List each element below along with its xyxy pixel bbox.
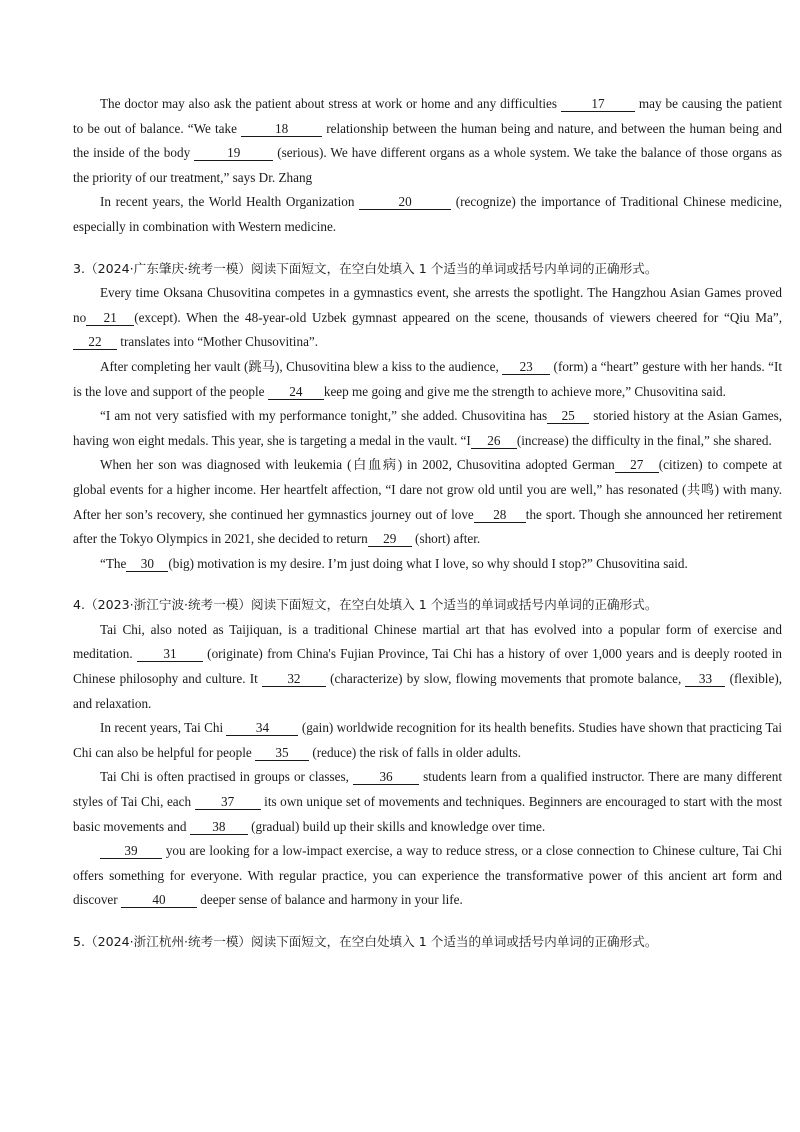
- answer-blank-33[interactable]: 33: [685, 671, 725, 687]
- section-gap: [73, 913, 782, 930]
- section-gap: [73, 240, 782, 257]
- passage-text: (recognize) the importance of Traditional Chinese medicine, especially in combination with Western medicine.: [73, 194, 782, 234]
- section-gap: [73, 576, 782, 593]
- passage-text: Every time Oksana Chusovitina competes in a gymnastics event, she arrests the spotlight. The Hangzhou Asian Games proved no: [73, 285, 782, 325]
- passage-text: The doctor may also ask the patient about stress at work or home and any difficulties: [100, 96, 561, 111]
- answer-blank-19[interactable]: 19: [194, 145, 273, 161]
- answer-blank-32[interactable]: 32: [262, 671, 326, 687]
- passage-text: “The: [100, 555, 127, 571]
- answer-blank-17[interactable]: 17: [561, 96, 635, 112]
- answer-blank-26[interactable]: 26: [471, 433, 517, 449]
- passage-text: (short) after.: [411, 531, 481, 547]
- passage-text: (characterize) by slow, flowing movements that promote balance,: [325, 671, 686, 687]
- passage-text: its own unique set of movements and techniques. Beginners are encouraged to start with the most basic movements and: [73, 794, 782, 834]
- answer-blank-21[interactable]: 21: [86, 310, 134, 326]
- passage-text: (except). When the 48-year-old Uzbek gymnast appeared on the scene, thousands of viewers cheered for “Qiu Ma”,: [134, 309, 782, 325]
- passage-text: (gain) worldwide recognition for its health benefits. Studies have shown that practicing Tai Chi can also be helpful for people: [73, 720, 782, 760]
- passage-text: (gradual) build up their skills and knowledge over time.: [247, 818, 546, 834]
- passage-text: In recent years, the World Health Organization: [100, 194, 360, 210]
- passage-text: students learn from a qualified instructor. There are many different styles of Tai Chi, each: [73, 769, 782, 810]
- answer-blank-36[interactable]: 36: [353, 769, 419, 785]
- answer-blank-37[interactable]: 37: [195, 794, 261, 810]
- answer-blank-23[interactable]: 23: [502, 359, 550, 375]
- passage-text: may be causing the patient to be out of balance. “We take: [73, 96, 782, 136]
- passage-paragraph: [73, 716, 782, 765]
- answer-blank-40[interactable]: 40: [121, 892, 197, 908]
- passage-paragraph: [73, 92, 782, 190]
- answer-blank-27[interactable]: 27: [615, 457, 659, 473]
- answer-blank-38[interactable]: 38: [190, 819, 248, 835]
- passage-paragraph: [73, 404, 782, 453]
- question-heading: 4.（2023·浙江宁波·统考一模）阅读下面短文，在空白处填入 1 个适当的单词或括号内单词的正确形式。: [73, 597, 658, 613]
- document-body: [73, 92, 782, 955]
- answer-blank-39[interactable]: 39: [100, 843, 162, 859]
- passage-paragraph: [73, 618, 782, 716]
- passage-text: you are looking for a low-impact exercise, a way to reduce stress, or a close connection to Chinese culture, Tai Chi offers something for everyone. With regular practice, you can experience the transformative power of this ancient art form and discover: [73, 843, 782, 908]
- passage-text: (originate) from China's Fujian Province, Tai Chi has a history of over 1,000 years and is deeply rooted in Chinese philosophy and culture. It: [73, 646, 782, 687]
- question-heading: 3.（2024·广东肇庆·统考一模）阅读下面短文，在空白处填入 1 个适当的单词或括号内单词的正确形式。: [73, 260, 658, 276]
- passage-text: After completing her vault (跳马), Chusovitina blew a kiss to the audience,: [100, 358, 503, 374]
- answer-blank-35[interactable]: 35: [255, 745, 309, 761]
- question-heading: 5.（2024·浙江杭州·统考一模）阅读下面短文，在空白处填入 1 个适当的单词或括号内单词的正确形式。: [73, 934, 658, 949]
- passage-text: storied history at the Asian Games, having won eight medals. This year, she is targeting a medal in the vault. “I: [73, 408, 783, 448]
- passage-text: When her son was diagnosed with leukemia (白血病) in 2002, Chusovitina adopted German: [100, 457, 615, 473]
- passage-paragraph: [73, 765, 782, 839]
- answer-blank-18[interactable]: 18: [241, 121, 322, 137]
- answer-blank-31[interactable]: 31: [137, 646, 203, 662]
- passage-text: (flexible), and relaxation.: [73, 671, 783, 711]
- passage-text: Tai Chi is often practised in groups or classes,: [100, 769, 354, 785]
- passage-text: “I am not very satisfied with my performance tonight,” she added. Chusovitina has: [100, 408, 548, 424]
- passage-text: keep me going and give me the strength to achieve more,” Chusovitina said.: [323, 383, 726, 399]
- answer-blank-24[interactable]: 24: [268, 384, 324, 400]
- answer-blank-20[interactable]: 20: [359, 194, 451, 210]
- passage-paragraph: [73, 190, 782, 239]
- passage-paragraph: [73, 355, 782, 404]
- passage-text: translates into “Mother Chusovitina”.: [117, 334, 319, 350]
- answer-blank-22[interactable]: 22: [73, 334, 117, 350]
- passage-text: relationship between the human being and nature, and between the human being and the inside of the body: [73, 120, 782, 161]
- passage-text: the sport. Though she announced her retirement after the Tokyo Olympics in 2021, she decided to return: [73, 506, 782, 547]
- passage-text: deeper sense of balance and harmony in your life.: [196, 892, 463, 908]
- answer-blank-29[interactable]: 29: [368, 531, 412, 547]
- answer-blank-30[interactable]: 30: [126, 556, 168, 572]
- passage-text: In recent years, Tai Chi: [100, 720, 227, 736]
- answer-blank-25[interactable]: 25: [547, 408, 589, 424]
- passage-paragraph: [73, 453, 782, 551]
- passage-text: (serious). We have different organs as a whole system. We take the balance of those organs as the priority of our treatment,” says Dr. Zhang: [73, 145, 782, 185]
- passage-text: Tai Chi, also noted as Taijiquan, is a traditional Chinese martial art that has evolved into a popular form of exercise and meditation.: [73, 621, 782, 662]
- passage-paragraph: [73, 552, 782, 577]
- passage-paragraph: [73, 839, 782, 913]
- passage-paragraph: [73, 281, 782, 355]
- passage-text: (form) a “heart” gesture with her hands. “It is the love and support of the people: [73, 358, 783, 399]
- passage-text: (big) motivation is my desire. I’m just doing what I love, so why should I stop?” Chusovitina said.: [168, 555, 688, 571]
- passage-text: (reduce) the risk of falls in older adults.: [309, 744, 522, 760]
- answer-blank-28[interactable]: 28: [474, 507, 526, 523]
- answer-blank-34[interactable]: 34: [226, 720, 298, 736]
- passage-text: (increase) the difficulty in the final,” she shared.: [516, 432, 772, 448]
- passage-text: (citizen) to compete at global events for a higher income. Her heartfelt affection, “I dare not grow old until you are well,” has resonated (共鸣) with many. After her son’s recovery, she continued her gymnastics journey out of love: [73, 457, 783, 522]
